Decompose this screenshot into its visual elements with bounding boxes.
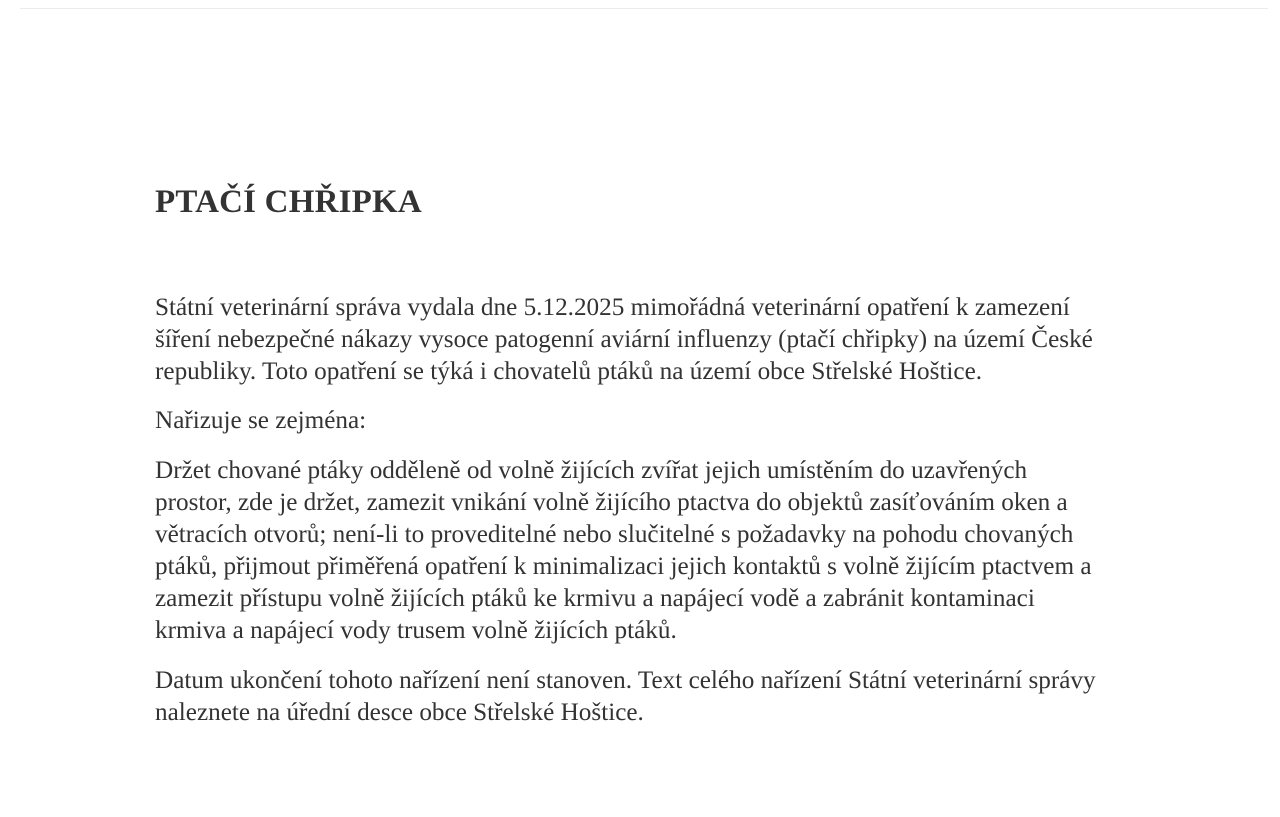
scan-top-edge — [20, 8, 1268, 9]
text-line: zamezit přístupu volně žijících ptáků ke krmivu a napájecí vodě a zabránit kontaminaci — [155, 585, 1035, 612]
paragraph-end-date — [155, 665, 1145, 729]
document-title: PTAČÍ CHŘIPKA — [155, 184, 422, 220]
paragraph-measures — [155, 455, 1145, 647]
text-line: ptáků, přijmout přiměřená opatření k minimalizaci jejich kontaktů s volně žijícím ptactvem a — [155, 553, 1092, 580]
text-line: republiky. Toto opatření se týká i chovatelů ptáků na území obce Střelské Hoštice. — [155, 358, 983, 385]
text-line: šíření nebezpečné nákazy vysoce patogenní aviární influenzy (ptačí chřipky) na území České — [155, 326, 1093, 353]
text-line: Datum ukončení tohoto nařízení není stanoven. Text celého nařízení Státní veterinární správy — [155, 667, 1096, 694]
text-line: krmiva a napájecí vody trusem volně žijících ptáků. — [155, 617, 677, 644]
paragraph-announcement — [155, 292, 1145, 388]
paragraph-ordered-intro — [155, 405, 1145, 437]
text-line: Držet chované ptáky odděleně od volně žijících zvířat jejich umístěním do uzavřených — [155, 457, 1028, 484]
text-line: větracích otvorů; není-li to proveditelné nebo slučitelné s požadavky na pohodu chovaných — [155, 521, 1074, 548]
text-line: Nařizuje se zejména: — [155, 407, 367, 434]
text-line: prostor, zde je držet, zamezit vnikání volně žijícího ptactva do objektů zasíťováním oken a — [155, 489, 1068, 516]
text-line: Státní veterinární správa vydala dne 5.12.2025 mimořádná veterinární opatření k zamezení — [155, 294, 1070, 321]
text-line: naleznete na úřední desce obce Střelské Hoštice. — [155, 699, 644, 726]
